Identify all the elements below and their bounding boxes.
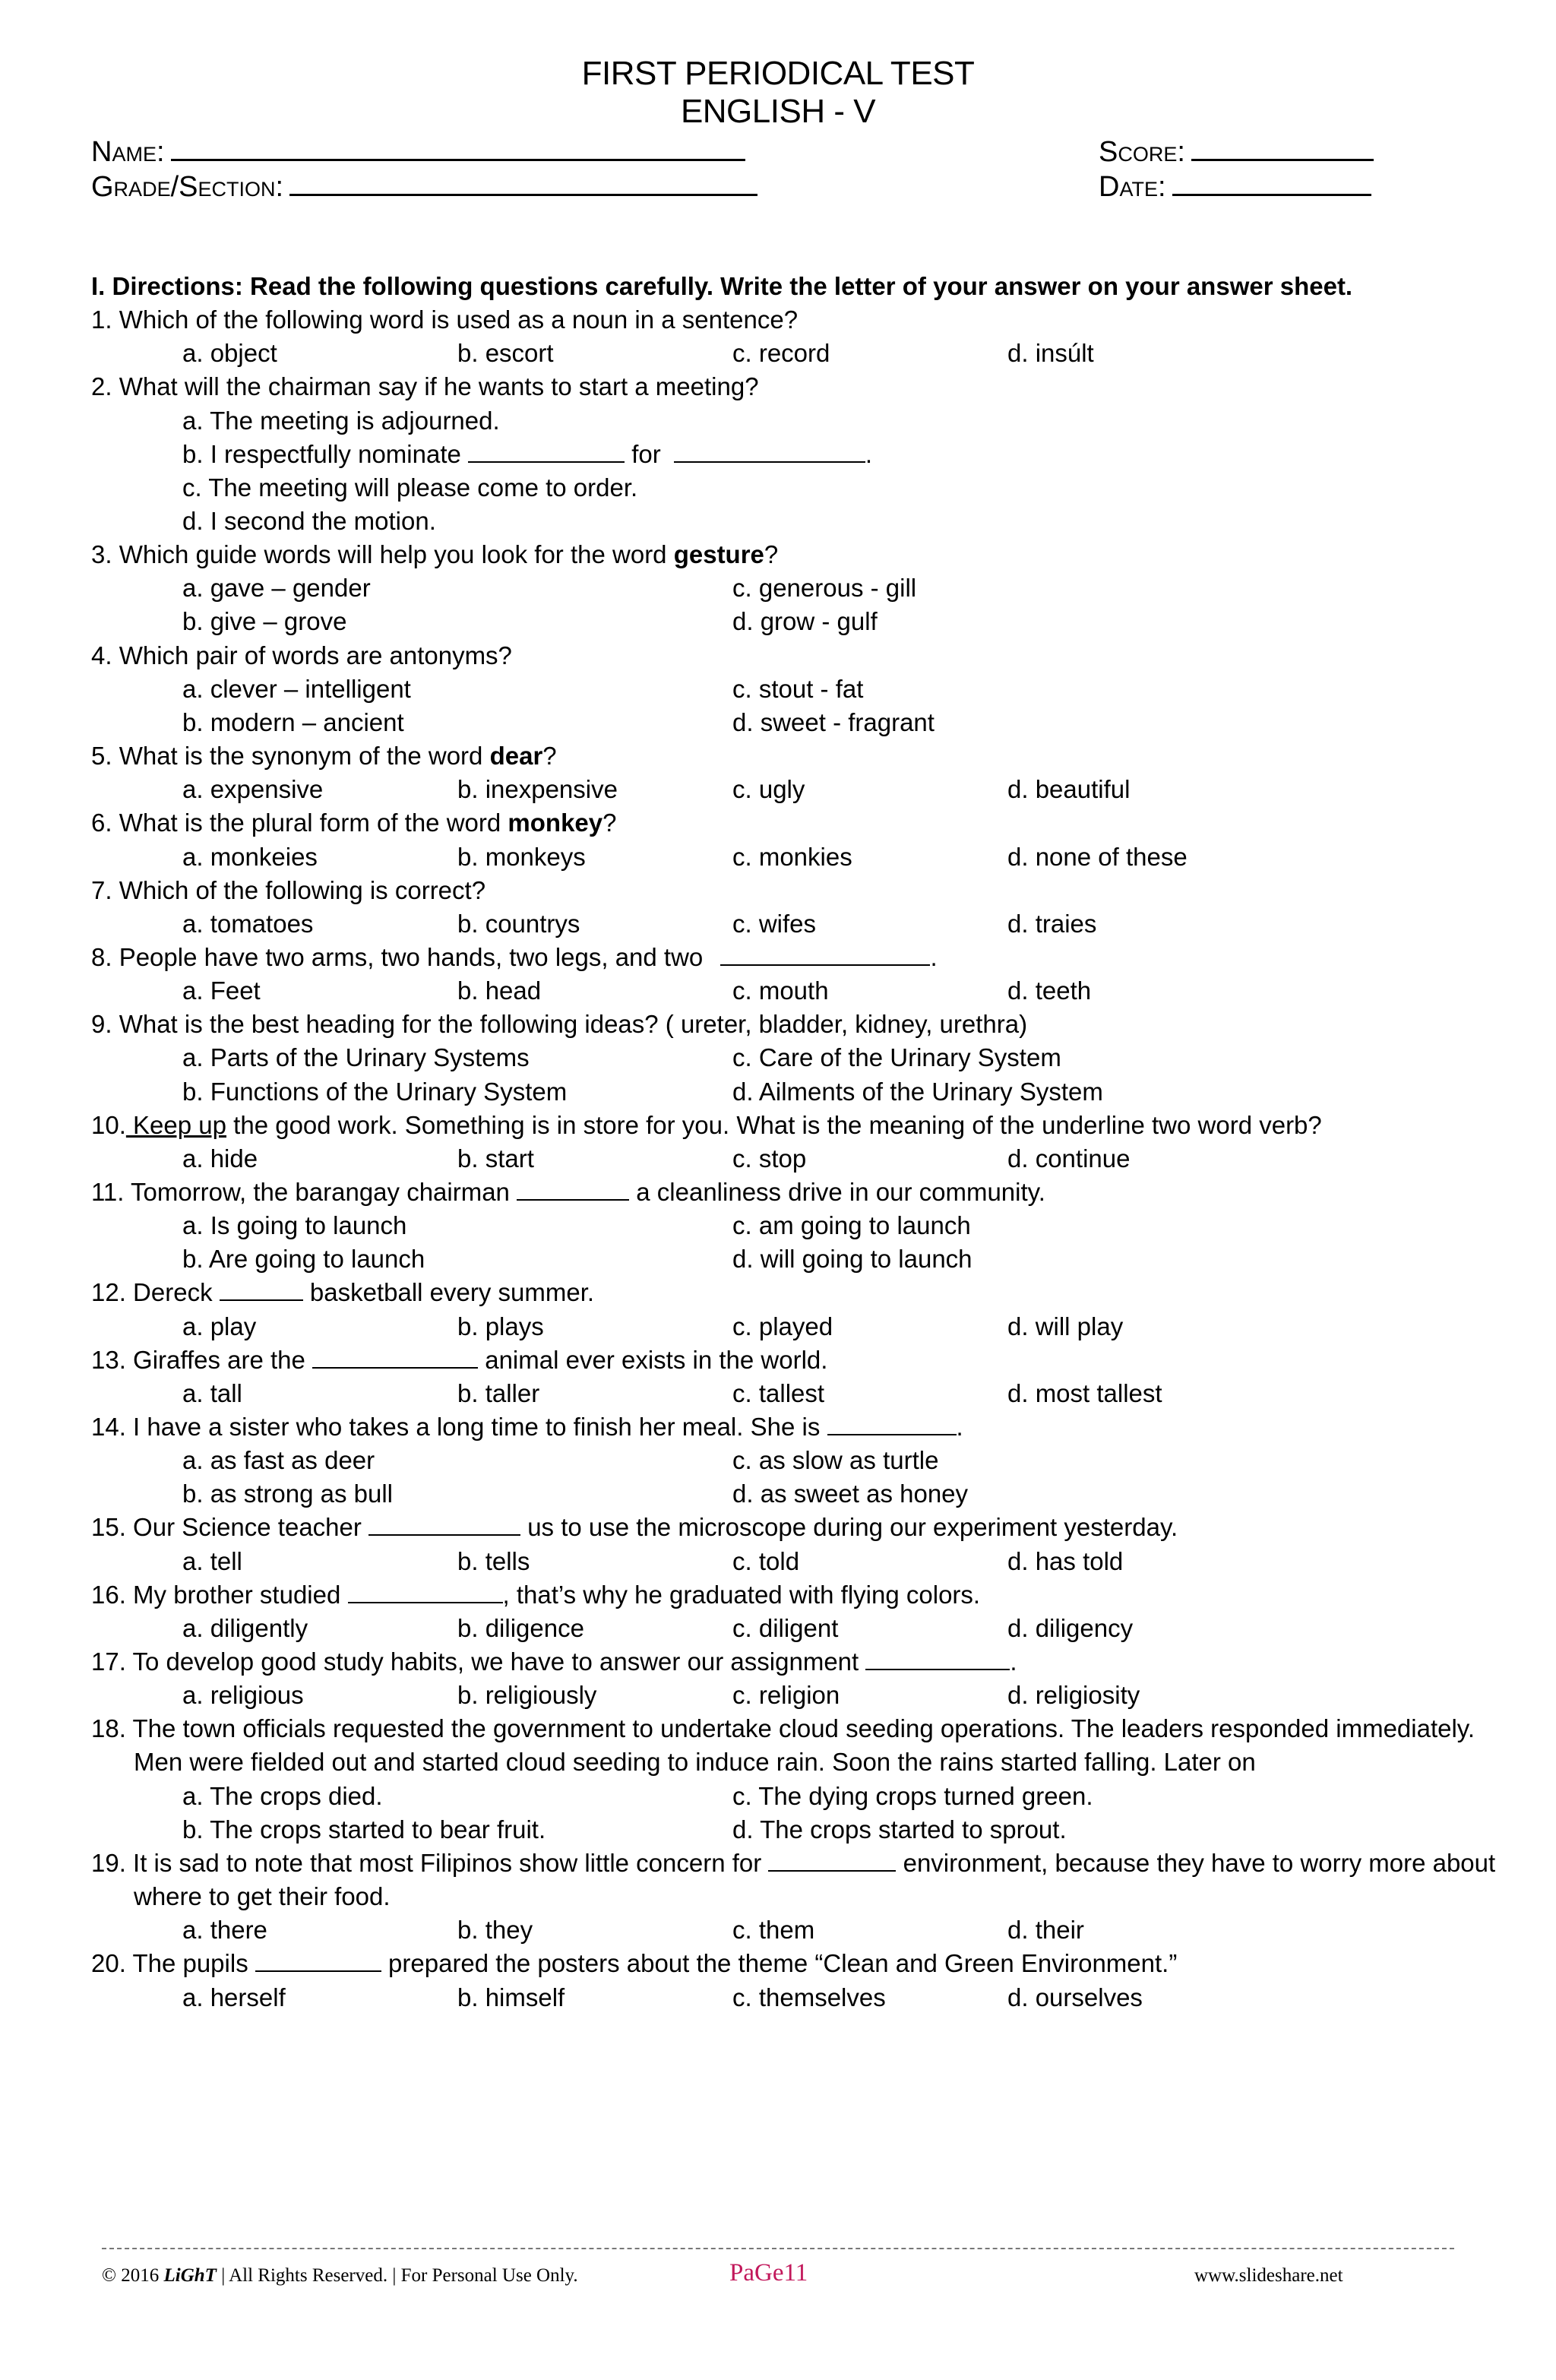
option-5a: a. expensive [182,775,324,804]
option-8a: a. Feet [182,976,261,1005]
option-14c: c. as slow as turtle [732,1446,939,1475]
question-10-number: 10. [91,1110,126,1139]
options-7 [91,907,1504,941]
question-3-keyword: gesture [673,540,764,569]
option-3c: c. generous - gill [732,574,917,603]
option-15b: b. tells [457,1546,530,1575]
question-15-text: 15. Our Science teacher [91,1513,369,1542]
option-8d: d. teeth [1007,976,1092,1005]
question-6-keyword: monkey [508,809,603,837]
date-field [1099,170,1371,204]
question-1: 1. Which of the following word is used as a noun in a sentence? [91,305,799,334]
option-12a: a. play [182,1312,257,1340]
date-blank[interactable] [1172,171,1371,196]
option-4a: a. clever – intelligent [182,674,411,703]
option-6d: d. none of these [1007,842,1188,871]
option-2b [182,438,872,471]
answer-blank [827,1413,957,1435]
option-15c: c. told [732,1546,800,1575]
options-14-row1 [91,1444,1504,1477]
option-2b-pre: b. I respectfully nominate [182,439,469,468]
question-15 [91,1511,1504,1544]
options-2c [91,471,1504,505]
option-20c: c. themselves [732,1983,886,2011]
option-2a: a. The meeting is adjourned. [182,406,500,435]
option-16a: a. diligently [182,1613,308,1642]
option-20b: b. himself [457,1983,565,2011]
option-14d: d. as sweet as honey [732,1480,969,1508]
question-5-keyword: dear [489,742,543,771]
score-blank[interactable] [1191,136,1374,161]
question-13-end: animal ever exists in the world. [478,1345,828,1374]
option-1c: c. record [732,339,830,368]
options-19 [91,1913,1504,1947]
question-7: 7. Which of the following is correct? [91,875,486,904]
option-16d: d. diligency [1007,1613,1134,1642]
options-4-row1 [91,673,1504,706]
options-17 [91,1679,1504,1712]
options-12 [91,1310,1504,1343]
option-10b: b. start [457,1144,534,1173]
answer-blank [255,1949,381,1972]
option-20a: a. herself [182,1983,286,2011]
option-5c: c. ugly [732,775,805,804]
question-2: 2. What will the chairman say if he wants to start a meeting? [91,372,759,401]
option-9c: c. Care of the Urinary System [732,1043,1061,1072]
options-15 [91,1545,1504,1578]
option-17b: b. religiously [457,1681,597,1710]
option-4d: d. sweet - fragrant [732,707,935,736]
question-19-end: environment, because they have to worry more about where to get their food. [134,1848,1496,1911]
options-10 [91,1142,1504,1176]
option-17c: c. religion [732,1681,840,1710]
answer-blank [348,1581,503,1603]
question-5-text: 5. What is the synonym of the word [91,742,490,771]
question-4: 4. Which pair of words are antonyms? [91,641,512,669]
question-15-end: us to use the microscope during our experiment yesterday. [520,1513,1178,1542]
question-14-text: 14. I have a sister who takes a long time to finish her meal. She is [91,1413,827,1441]
options-11-row2 [91,1242,1504,1276]
option-11b: b. Are going to launch [182,1245,425,1274]
option-15d: d. has told [1007,1546,1124,1575]
option-19b: b. they [457,1916,533,1945]
answer-blank [768,1849,896,1872]
option-7d: d. traies [1007,909,1097,938]
option-18c: c. The dying crops turned green. [732,1781,1093,1810]
grade-section-blank[interactable] [289,171,757,196]
question-5-end: ? [542,742,557,771]
option-3a: a. gave – gender [182,574,371,603]
option-11d: d. will going to launch [732,1245,972,1274]
option-7a: a. tomatoes [182,909,314,938]
option-6b: b. monkeys [457,842,586,871]
answer-blank [220,1278,303,1301]
question-14-end: . [956,1413,963,1441]
option-10a: a. hide [182,1144,258,1173]
test-title: FIRST PERIODICAL TEST [581,55,975,92]
question-17-end: . [1010,1647,1017,1676]
score-field [1099,135,1374,169]
option-6a: a. monkeies [182,842,318,871]
option-4b: b. modern – ancient [182,707,404,736]
options-2a [91,404,1504,438]
score-label: Score: [1099,136,1185,168]
option-8b: b. head [457,976,542,1005]
question-19 [91,1847,1504,1913]
options-14-row2 [91,1477,1504,1511]
question-16-text: 16. My brother studied [91,1580,348,1609]
answer-blank [674,440,865,463]
answer-blank [368,1513,520,1536]
options-2b [91,438,1504,471]
option-13a: a. tall [182,1378,242,1407]
question-10-text: the good work. Something is in store for you. What is the meaning of the underline two word verb? [226,1110,1322,1139]
options-4-row2 [91,706,1504,739]
options-9-row1 [91,1041,1504,1074]
question-14 [91,1410,1504,1444]
option-7c: c. wifes [732,909,817,938]
question-12 [91,1276,1504,1309]
question-10-underlined: Keep up [125,1110,226,1139]
question-11-end: a cleanliness drive in our community. [629,1177,1045,1206]
option-13d: d. most tallest [1007,1378,1162,1407]
question-18: 18. The town officials requested the government to undertake cloud seeding operations. The leaders responded immediately. Men were fielded out and started cloud seeding to induce rain. Soon the rains started falling. Later on [91,1714,1475,1777]
date-label: Date: [1099,171,1166,203]
question-20-text: 20. The pupils [91,1949,255,1978]
options-3-row1 [91,571,1504,605]
options-16 [91,1612,1504,1645]
footer-divider [102,2248,1454,2249]
option-20d: d. ourselves [1007,1983,1143,2011]
page-number: PaGe11 [729,2259,808,2287]
question-5 [91,739,1504,773]
name-blank[interactable] [171,136,745,161]
question-6-end: ? [602,809,617,837]
question-13 [91,1343,1504,1377]
question-16-end: , that’s why he graduated with flying colors. [502,1580,981,1609]
option-17d: d. religiosity [1007,1681,1140,1710]
copyright-text: © 2016 [102,2265,160,2286]
option-9d: d. Ailments of the Urinary System [732,1077,1103,1106]
options-2d [91,505,1504,538]
option-10c: c. stop [732,1144,807,1173]
question-6 [91,806,1504,840]
options-1 [91,337,1504,370]
option-14a: a. as fast as deer [182,1446,375,1475]
answer-blank [517,1178,629,1201]
question-8-end: . [930,942,938,971]
question-11 [91,1176,1504,1209]
option-2b-post: . [865,439,873,468]
directions: I. Directions: Read the following questions carefully. Write the letter of your answer on your answer sheet. [91,272,1353,300]
question-8-text: 8. People have two arms, two hands, two legs, and two [91,942,710,971]
option-19c: c. them [732,1916,815,1945]
option-13c: c. tallest [732,1378,825,1407]
option-5b: b. inexpensive [457,775,618,804]
question-6-text: 6. What is the plural form of the word [91,809,508,837]
question-9: 9. What is the best heading for the following ideas? ( ureter, bladder, kidney, urethra) [91,1010,1028,1039]
question-12-end: basketball every summer. [302,1278,595,1307]
option-14b: b. as strong as bull [182,1480,393,1508]
test-subtitle: ENGLISH - V [680,93,876,130]
grade-section-label: Grade/Section: [91,171,284,203]
footer-copyright [102,2261,578,2291]
options-6 [91,840,1504,874]
answer-blank [720,943,930,966]
question-20-end: prepared the posters about the theme “Clean and Green Environment.” [381,1949,1178,1978]
option-11a: a. Is going to launch [182,1211,407,1240]
source-site: www.slideshare.net [1194,2265,1343,2286]
option-3d: d. grow - gulf [732,607,878,636]
option-12b: b. plays [457,1312,544,1340]
option-19d: d. their [1007,1916,1084,1945]
options-18-row1 [91,1780,1504,1813]
option-16c: c. diligent [732,1613,839,1642]
option-1d: d. insúlt [1007,339,1094,368]
option-8c: c. mouth [732,976,829,1005]
option-1b: b. escort [457,339,554,368]
option-2c: c. The meeting will please come to order. [182,473,638,502]
option-10d: d. continue [1007,1144,1131,1173]
option-9a: a. Parts of the Urinary Systems [182,1043,530,1072]
question-8 [91,941,1504,974]
options-9-row2 [91,1075,1504,1109]
option-5d: d. beautiful [1007,775,1131,804]
option-4c: c. stout - fat [732,674,864,703]
question-3-text: 3. Which guide words will help you look for the word [91,540,674,569]
option-3b: b. give – grove [182,607,347,636]
option-7b: b. countrys [457,909,580,938]
brand-name: LiGhT [163,2265,217,2286]
options-13 [91,1377,1504,1410]
option-1a: a. object [182,339,277,368]
test-content [91,270,1504,2014]
answer-blank [468,440,625,463]
option-11c: c. am going to launch [732,1211,971,1240]
option-13b: b. taller [457,1378,540,1407]
option-18a: a. The crops died. [182,1781,383,1810]
question-10 [91,1109,1504,1142]
question-13-text: 13. Giraffes are the [91,1345,313,1374]
option-16b: b. diligence [457,1613,584,1642]
option-2d: d. I second the motion. [182,507,436,536]
question-11-text: 11. Tomorrow, the barangay chairman [91,1177,517,1206]
question-17 [91,1645,1504,1679]
question-12-text: 12. Dereck [91,1278,220,1307]
question-16 [91,1578,1504,1612]
options-11-row1 [91,1209,1504,1242]
option-6c: c. monkies [732,842,852,871]
option-12d: d. will play [1007,1312,1124,1340]
question-17-text: 17. To develop good study habits, we have to answer our assignment [91,1647,866,1676]
options-20 [91,1981,1504,2014]
rights-text: | All Rights Reserved. | For Personal Use Only. [221,2265,578,2286]
answer-blank [865,1647,1010,1670]
option-18b: b. The crops started to bear fruit. [182,1815,546,1844]
answer-blank [312,1346,478,1369]
question-19-text: 19. It is sad to note that most Filipinos show little concern for [91,1848,769,1877]
option-18d: d. The crops started to sprout. [732,1815,1067,1844]
question-20 [91,1947,1504,1980]
name-field [91,135,745,169]
option-9b: b. Functions of the Urinary System [182,1077,568,1106]
options-5 [91,773,1504,806]
question-3-end: ? [764,540,779,569]
option-2b-mid: for [625,439,668,468]
option-19a: a. there [182,1916,267,1945]
grade-section-field [91,170,757,204]
options-8 [91,974,1504,1008]
question-3 [91,538,1504,571]
option-15a: a. tell [182,1546,242,1575]
option-12c: c. played [732,1312,833,1340]
name-label: Name: [91,136,165,168]
option-17a: a. religious [182,1681,304,1710]
options-3-row2 [91,605,1504,638]
options-18-row2 [91,1813,1504,1847]
